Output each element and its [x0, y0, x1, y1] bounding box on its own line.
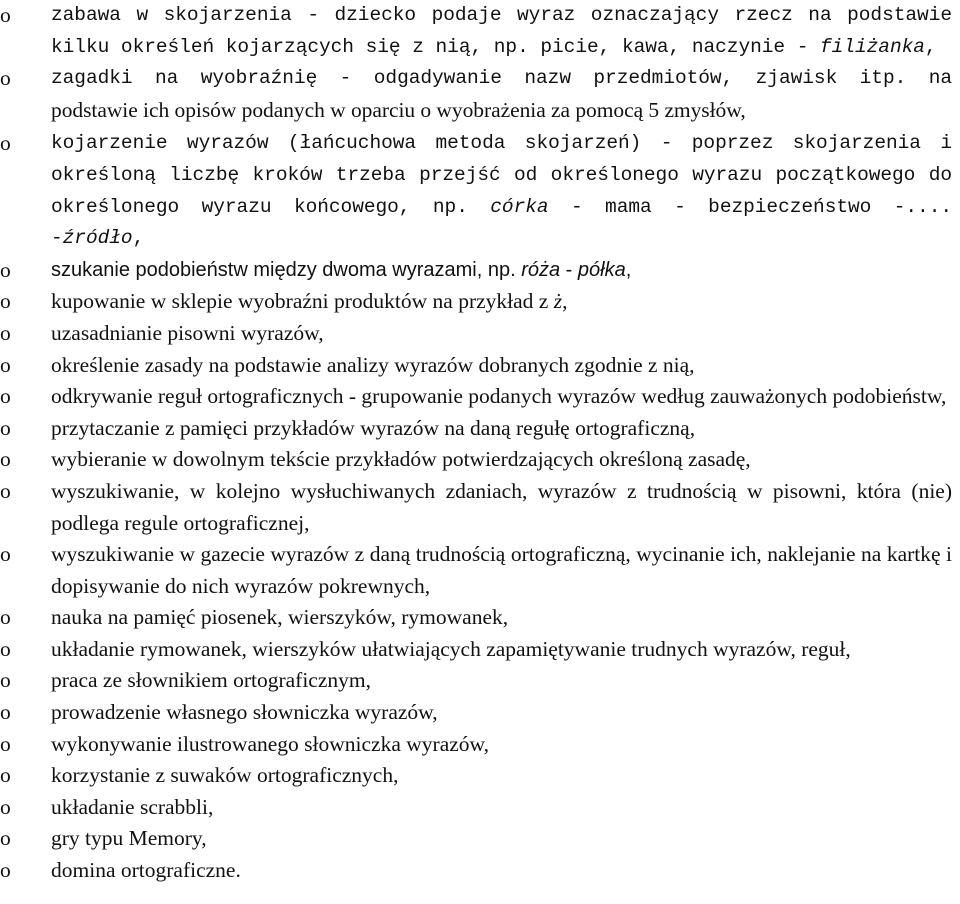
- list-item: [0, 665, 952, 697]
- list-item: [0, 0, 952, 63]
- list-item: [0, 318, 952, 350]
- list-item: [0, 381, 952, 413]
- bullet-marker: o: [0, 384, 11, 409]
- list-item: [0, 855, 952, 887]
- bullet-marker: o: [0, 3, 11, 27]
- list-item-text: - mama - bezpieczeństwo -.... -: [51, 195, 952, 250]
- bullet-marker: o: [0, 447, 11, 472]
- bullet-marker: o: [0, 320, 11, 345]
- list-item-text: przytaczanie z pamięci przykładów wyrazów na daną regułę ortograficzną,: [51, 415, 696, 440]
- bullet-marker: o: [0, 826, 11, 851]
- italic-term: róża: [521, 258, 561, 281]
- list-item: [0, 823, 952, 855]
- list-item-text: układanie scrabbli,: [51, 794, 214, 819]
- bullet-marker: o: [0, 478, 11, 503]
- list-item: [0, 697, 952, 729]
- list-item-text: wykonywanie ilustrowanego słowniczka wyrazów,: [51, 731, 490, 756]
- list-item: [0, 792, 952, 824]
- list-item-text: korzystanie z suwaków ortograficznych,: [51, 763, 399, 788]
- list-item: [0, 63, 952, 128]
- bullet-marker: o: [0, 700, 11, 725]
- bullet-marker: o: [0, 352, 11, 377]
- bullet-marker: o: [0, 668, 11, 693]
- list-item-text: -: [560, 258, 578, 281]
- list-item-text: uzasadnianie pisowni wyrazów,: [51, 320, 324, 345]
- italic-term: źródło: [62, 227, 133, 250]
- list-item: [0, 286, 952, 318]
- list-item-text: zabawa w skojarzenia - dziecko podaje wyraz oznaczający rzecz na podstawie kilku określeń kojarzących się z nią, np. picie, kawa, naczynie -: [51, 4, 952, 58]
- list-item: [0, 255, 952, 287]
- list-item-text: ,: [132, 227, 145, 250]
- bullet-marker: o: [0, 636, 11, 661]
- list-item-text: określenie zasady na podstawie analizy wyrazów dobranych zgodnie z nią,: [51, 352, 695, 377]
- list-item-text: wybieranie w dowolnym tekście przykładów potwierdzających określoną zasadę,: [51, 447, 751, 472]
- italic-term: filiżanka: [820, 35, 925, 58]
- list-item: [0, 476, 952, 539]
- list-item-text: nauka na pamięć piosenek, wierszyków, rymowanek,: [51, 605, 509, 630]
- list-item-text: kojarzenie wyrazów (łańcuchowa metoda skojarzeń) - poprzez skojarzenia i określoną liczbę kroków trzeba przejść od określonego wyrazu początkowego do określonego wyrazu końcowego, np.: [51, 132, 952, 218]
- list-item-text: kupowanie w sklepie wyobraźni produktów na przykład z: [51, 289, 554, 314]
- list-item-text: ,: [924, 35, 937, 58]
- list-item: [0, 128, 952, 254]
- bullet-marker: o: [0, 763, 11, 788]
- list-item: [0, 602, 952, 634]
- bullet-marker: o: [0, 257, 11, 282]
- list-item: [0, 539, 952, 602]
- list-item: [0, 634, 952, 666]
- italic-term: ż: [553, 289, 563, 314]
- list-item: [0, 444, 952, 476]
- bullet-marker: o: [0, 794, 11, 819]
- list-item-text: podstawie ich opisów podanych w oparciu o wyobrażenia za pomocą 5 zmysłów,: [51, 97, 746, 122]
- bullet-marker: o: [0, 66, 11, 91]
- list-item-text: praca ze słownikiem ortograficznym,: [51, 668, 371, 693]
- list-item-text: ,: [625, 258, 632, 281]
- list-item-text: szukanie podobieństw między dwoma wyrazami, np.: [51, 258, 522, 281]
- bullet-marker: o: [0, 858, 11, 883]
- list-item: [0, 760, 952, 792]
- list-item-text: domina ortograficzne.: [51, 858, 241, 883]
- list-item: [0, 350, 952, 382]
- italic-term: córka: [490, 195, 549, 218]
- list-item-text: ,: [562, 289, 568, 314]
- list-item-text: odkrywanie reguł ortograficznych - grupowanie podanych wyrazów według zauważonych podobieństw,: [51, 384, 947, 409]
- bullet-marker: o: [0, 542, 11, 567]
- bullet-marker: o: [0, 131, 11, 156]
- list-item-text: prowadzenie własnego słowniczka wyrazów,: [51, 700, 438, 725]
- list-item: [0, 413, 952, 445]
- bullet-marker: o: [0, 731, 11, 756]
- list-item-text: gry typu Memory,: [51, 826, 207, 851]
- bullet-marker: o: [0, 415, 11, 440]
- list-item: [0, 729, 952, 761]
- list-item-text: zagadki na wyobraźnię - odgadywanie nazw przedmiotów, zjawisk itp. na: [51, 67, 952, 90]
- list-item-text: wyszukiwanie, w kolejno wysłuchiwanych zdaniach, wyrazów z trudnością w pisowni, która (nie) podlega regule ortograficznej,: [51, 478, 952, 535]
- bullet-marker: o: [0, 289, 11, 314]
- bullet-marker: o: [0, 605, 11, 630]
- list-item-text: układanie rymowanek, wierszyków ułatwiających zapamiętywanie trudnych wyrazów, reguł,: [51, 636, 851, 661]
- list-item-text: wyszukiwanie w gazecie wyrazów z daną trudnością ortograficzną, wycinanie ich, naklejanie na kartkę i dopisywanie do nich wyrazów pokrewnych,: [51, 542, 952, 598]
- italic-term: półka: [577, 258, 626, 281]
